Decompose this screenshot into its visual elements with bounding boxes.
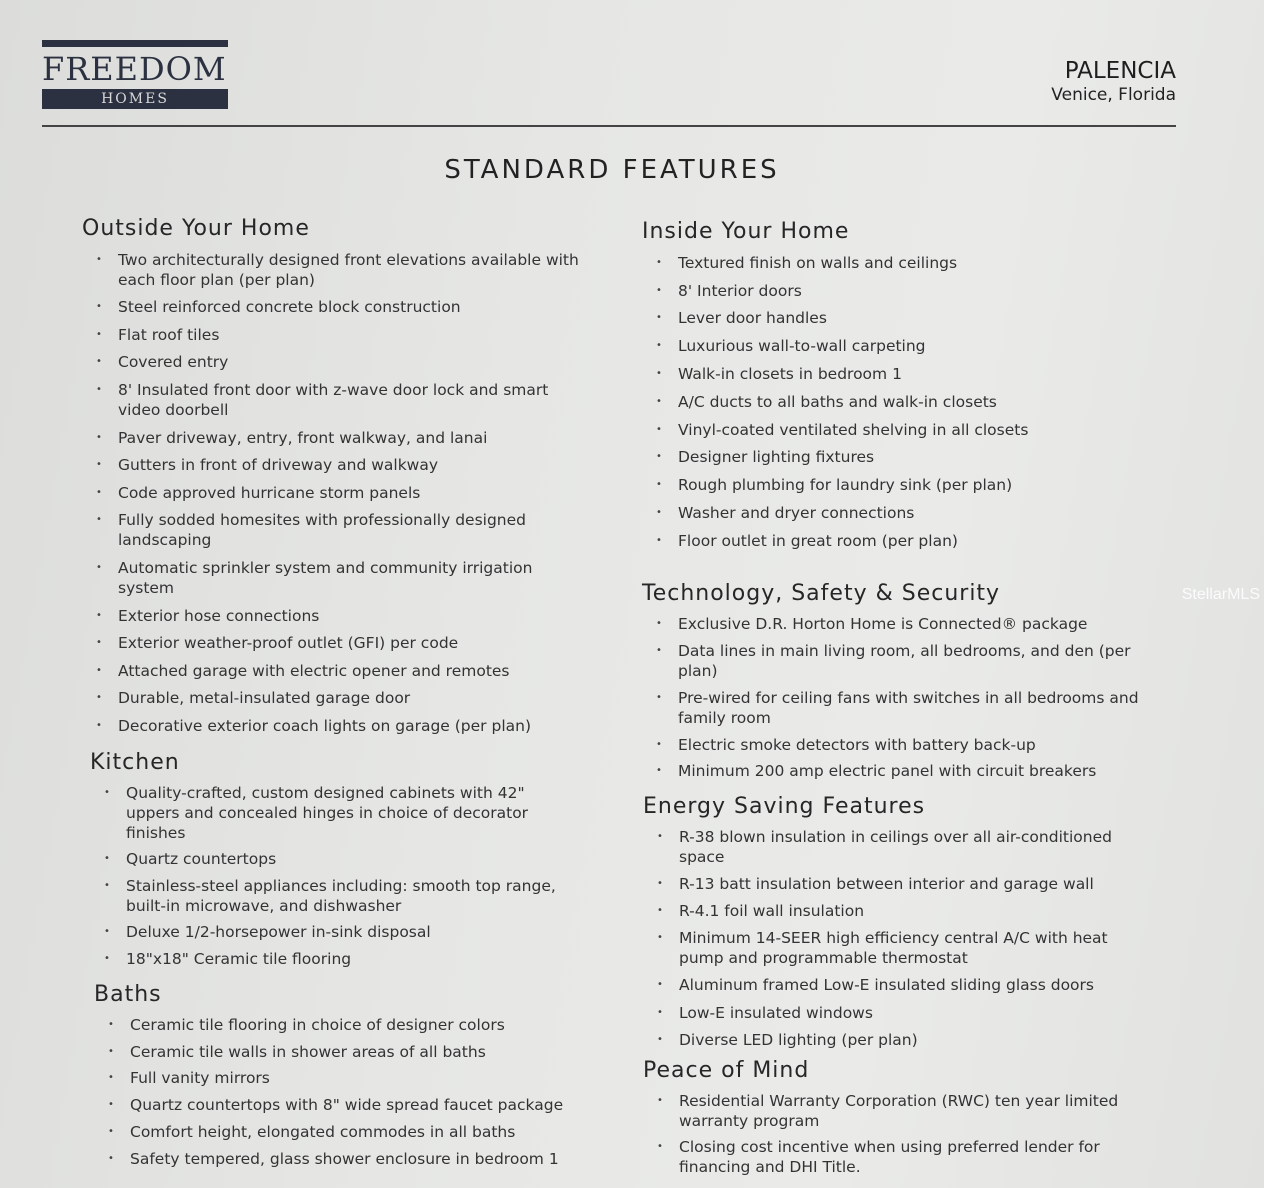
feature-item: • Fully sodded homesites with professionally designed landscaping <box>82 510 582 550</box>
feature-item: • Lever door handles <box>642 308 1162 328</box>
feature-item: • Quartz countertops <box>90 849 570 869</box>
feature-item: • Exclusive D.R. Horton Home is Connected® package <box>642 614 1142 634</box>
section-heading: Inside Your Home <box>642 219 850 244</box>
feature-item: • Exterior weather-proof outlet (GFI) per code <box>82 633 582 653</box>
feature-item: • Flat roof tiles <box>82 325 582 345</box>
section-technology <box>642 581 1142 781</box>
logo-subtitle: HOMES <box>42 89 228 109</box>
feature-list <box>82 250 582 736</box>
feature-item: • R-4.1 foil wall insulation <box>643 901 1148 921</box>
feature-item: • Minimum 200 amp electric panel with circuit breakers <box>642 761 1142 781</box>
feature-item: • Ceramic tile flooring in choice of designer colors <box>94 1015 594 1035</box>
feature-item: • Deluxe 1/2-horsepower in-sink disposal <box>90 922 570 942</box>
feature-item: • Ceramic tile walls in shower areas of all baths <box>94 1042 594 1062</box>
feature-item: • 8' Insulated front door with z-wave door lock and smart video doorbell <box>82 380 582 420</box>
feature-item: • Covered entry <box>82 352 582 372</box>
feature-item: • 8' Interior doors <box>642 281 1162 301</box>
section-heading: Outside Your Home <box>82 216 310 241</box>
feature-item: • Electric smoke detectors with battery back-up <box>642 735 1142 755</box>
section-heading: Baths <box>94 982 162 1007</box>
feature-item: • Automatic sprinkler system and community irrigation system <box>82 558 582 598</box>
feature-item: • Washer and dryer connections <box>642 503 1162 523</box>
feature-item: • Decorative exterior coach lights on garage (per plan) <box>82 716 582 736</box>
feature-list <box>642 614 1142 782</box>
feature-item: • Residential Warranty Corporation (RWC) ten year limited warranty program <box>643 1091 1143 1131</box>
feature-item: • Low-E insulated windows <box>643 1003 1148 1023</box>
feature-item: • Luxurious wall-to-wall carpeting <box>642 336 1162 356</box>
feature-list <box>90 783 570 969</box>
freedom-homes-logo <box>42 40 228 109</box>
header-divider <box>42 125 1176 127</box>
feature-item: • Code approved hurricane storm panels <box>82 483 582 503</box>
feature-item: • Rough plumbing for laundry sink (per plan) <box>642 475 1162 495</box>
feature-list <box>642 253 1162 551</box>
feature-item: • Gutters in front of driveway and walkway <box>82 455 582 475</box>
feature-item: • Aluminum framed Low-E insulated sliding glass doors <box>643 975 1148 995</box>
feature-item: • Closing cost incentive when using preferred lender for financing and DHI Title. <box>643 1137 1143 1177</box>
community-name: PALENCIA <box>1064 58 1176 84</box>
feature-list <box>643 1091 1143 1178</box>
section-baths <box>94 982 594 1169</box>
feature-item: • Diverse LED lighting (per plan) <box>643 1030 1148 1050</box>
feature-item: • R-13 batt insulation between interior and garage wall <box>643 874 1148 894</box>
section-heading: Peace of Mind <box>643 1058 810 1083</box>
feature-item: • Two architecturally designed front elevations available with each floor plan (per plan) <box>82 250 582 290</box>
section-peace-of-mind <box>643 1058 1143 1177</box>
feature-item: • 18"x18" Ceramic tile flooring <box>90 949 570 969</box>
feature-item: • Vinyl-coated ventilated shelving in all closets <box>642 420 1162 440</box>
section-heading: Kitchen <box>90 750 180 775</box>
section-inside <box>642 219 1162 551</box>
feature-item: • Paver driveway, entry, front walkway, and lanai <box>82 428 582 448</box>
feature-item: • Pre-wired for ceiling fans with switches in all bedrooms and family room <box>642 688 1142 728</box>
community-location: Venice, Florida <box>1051 85 1176 105</box>
page-title: STANDARD FEATURES <box>444 155 780 185</box>
feature-item: • Designer lighting fixtures <box>642 447 1162 467</box>
feature-item: • Floor outlet in great room (per plan) <box>642 531 1162 551</box>
watermark: StellarMLS <box>1181 586 1260 603</box>
feature-list <box>94 1015 594 1169</box>
feature-item: • Steel reinforced concrete block construction <box>82 297 582 317</box>
feature-item: • Durable, metal-insulated garage door <box>82 688 582 708</box>
feature-item: • Quality-crafted, custom designed cabinets with 42" uppers and concealed hinges in choice of decorator finishes <box>90 783 570 843</box>
feature-item: • Stainless-steel appliances including: smooth top range, built-in microwave, and dishwasher <box>90 876 570 916</box>
community-header <box>1051 58 1176 106</box>
section-outside <box>82 216 582 736</box>
feature-item: • Comfort height, elongated commodes in all baths <box>94 1122 594 1142</box>
logo-wordmark: FREEDOM <box>42 50 227 88</box>
feature-item: • Exterior hose connections <box>82 606 582 626</box>
feature-item: • Quartz countertops with 8" wide spread faucet package <box>94 1095 594 1115</box>
feature-item: • Data lines in main living room, all bedrooms, and den (per plan) <box>642 641 1142 681</box>
section-kitchen <box>90 750 570 969</box>
feature-item: • Walk-in closets in bedroom 1 <box>642 364 1162 384</box>
section-energy <box>643 794 1148 1050</box>
feature-item: • A/C ducts to all baths and walk-in closets <box>642 392 1162 412</box>
feature-item: • Minimum 14-SEER high efficiency central A/C with heat pump and programmable thermostat <box>643 928 1148 968</box>
feature-item: • Attached garage with electric opener and remotes <box>82 661 582 681</box>
logo-bar <box>42 40 228 47</box>
feature-item: • R-38 blown insulation in ceilings over all air-conditioned space <box>643 827 1148 867</box>
feature-item: • Safety tempered, glass shower enclosure in bedroom 1 <box>94 1149 594 1169</box>
section-heading: Energy Saving Features <box>643 794 926 819</box>
feature-item: • Full vanity mirrors <box>94 1068 594 1088</box>
feature-item: • Textured finish on walls and ceilings <box>642 253 1162 273</box>
feature-list <box>643 827 1148 1050</box>
section-heading: Technology, Safety & Security <box>642 581 1001 606</box>
